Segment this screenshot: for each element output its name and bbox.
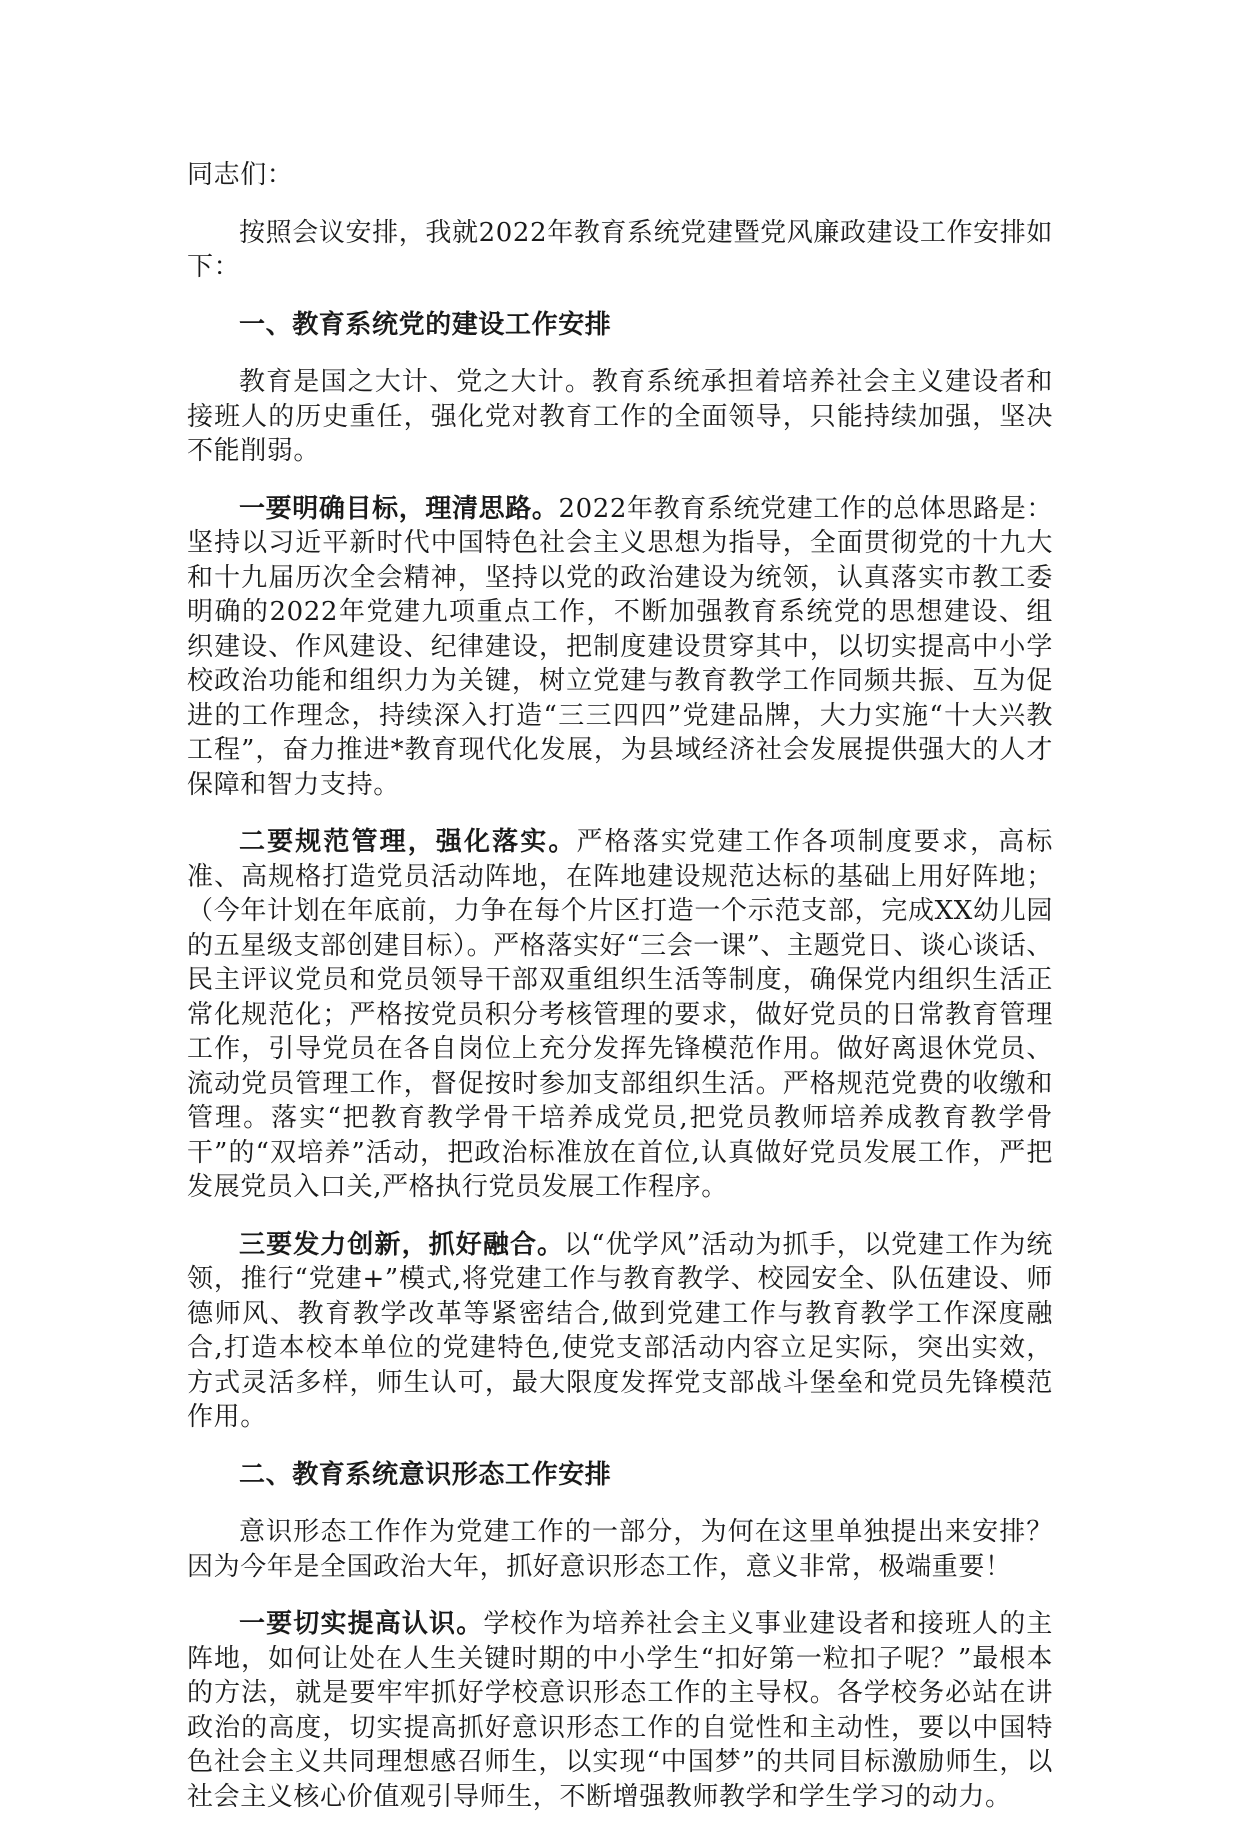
section-1-item-1	[187, 492, 1053, 803]
intro-paragraph: 按照会议安排，我就2022年教育系统党建暨党风廉政建设工作安排如下：	[187, 217, 1053, 282]
section-2-paragraph: 意识形态工作作为党建工作的一部分，为何在这里单独提出来安排？因为今年是全国政治大年，抓好意识形态工作，意义非常，极端重要！	[187, 1517, 1053, 1582]
section-1-item-3-lead: 三要发力创新，抓好融合。	[239, 1229, 565, 1260]
section-2-heading: 二、教育系统意识形态工作安排	[239, 1459, 612, 1490]
section-1-item-1-lead: 一要明确目标，理清思路。	[239, 493, 559, 524]
section-1-item-1-text: 2022年教育系统党建工作的总体思路是：坚持以习近平新时代中国特色社会主义思想为指导，全面贯彻党的十九大和十九届历次全会精神，坚持以党的政治建设为统领，认真落实市教工委明确的2022年党建九项重点工作，不断加强教育系统党的思想建设、组织建设、作风建设、纪律建设，把制度建设贯穿其中，以切实提高中小学校政治功能和组织力为关键，树立党建与教育教学工作同频共振、互为促进的工作理念，持续深入打造“三三四四”党建品牌，大力实施“十大兴教工程”，奋力推进*教育现代化发展，为县域经济社会发展提供强大的人才保障和智力支持。	[187, 493, 1053, 800]
section-1-item-2-text: 严格落实党建工作各项制度要求，高标准、高规格打造党员活动阵地，在阵地建设规范达标的基础上用好阵地；（今年计划在年底前，力争在每个片区打造一个示范支部，完成XX幼儿园的五星级支部创建目标）。严格落实好“三会一课”、主题党日、谈心谈话、民主评议党员和党员领导干部双重组织生活等制度，确保党内组织生活正常化规范化；严格按党员积分考核管理的要求，做好党员的日常教育管理工作，引导党员在各自岗位上充分发挥先锋模范作用。做好离退休党员、流动党员管理工作，督促按时参加支部组织生活。严格规范党费的收缴和管理。落实“把教育教学骨干培养成党员,把党员教师培养成教育教学骨干”的“双培养”活动，把政治标准放在首位,认真做好党员发展工作，严把发展党员入口关,严格执行党员发展工作程序。	[187, 827, 1054, 1202]
section-1-item-2	[187, 825, 1053, 1205]
section-1-paragraph: 教育是国之大计、党之大计。教育系统承担着培养社会主义建设者和接班人的历史重任，强化党对教育工作的全面领导，只能持续加强，坚决不能削弱。	[187, 367, 1053, 466]
salutation: 同志们：	[187, 160, 294, 190]
section-2-item-1-lead: 一要切实提高认识。	[239, 1609, 484, 1639]
section-1-item-3	[187, 1228, 1053, 1435]
section-2-item-1	[187, 1607, 1053, 1814]
section-1-item-3-text: 以“优学风”活动为抓手，以党建工作为统领，推行“党建+”模式,将党建工作与教育教学、校园安全、队伍建设、师德师风、教育教学改革等紧密结合,做到党建工作与教育教学工作深度融合,打造本校本单位的党建特色,使党支部活动内容立足实际，突出实效，方式灵活多样，师生认可，最大限度发挥党支部战斗堡垒和党员先锋模范作用。	[187, 1229, 1054, 1432]
section-1-heading: 一、教育系统党的建设工作安排	[239, 309, 612, 340]
section-1-item-2-lead: 二要规范管理，强化落实。	[239, 827, 577, 857]
section-2-item-1-text: 学校作为培养社会主义事业建设者和接班人的主阵地，如何让处在人生关键时期的中小学生“扣好第一粒扣子呢？”最根本的方法，就是要牢牢抓好学校意识形态工作的主导权。各学校务必站在讲政治的高度，切实提高抓好意识形态工作的自觉性和主动性，要以中国特色社会主义共同理想感召师生，以实现“中国梦”的共同目标激励师生，以社会主义核心价值观引导师生，不断增强教师教学和学生学习的动力。	[187, 1609, 1053, 1812]
document-body	[187, 158, 1053, 1837]
